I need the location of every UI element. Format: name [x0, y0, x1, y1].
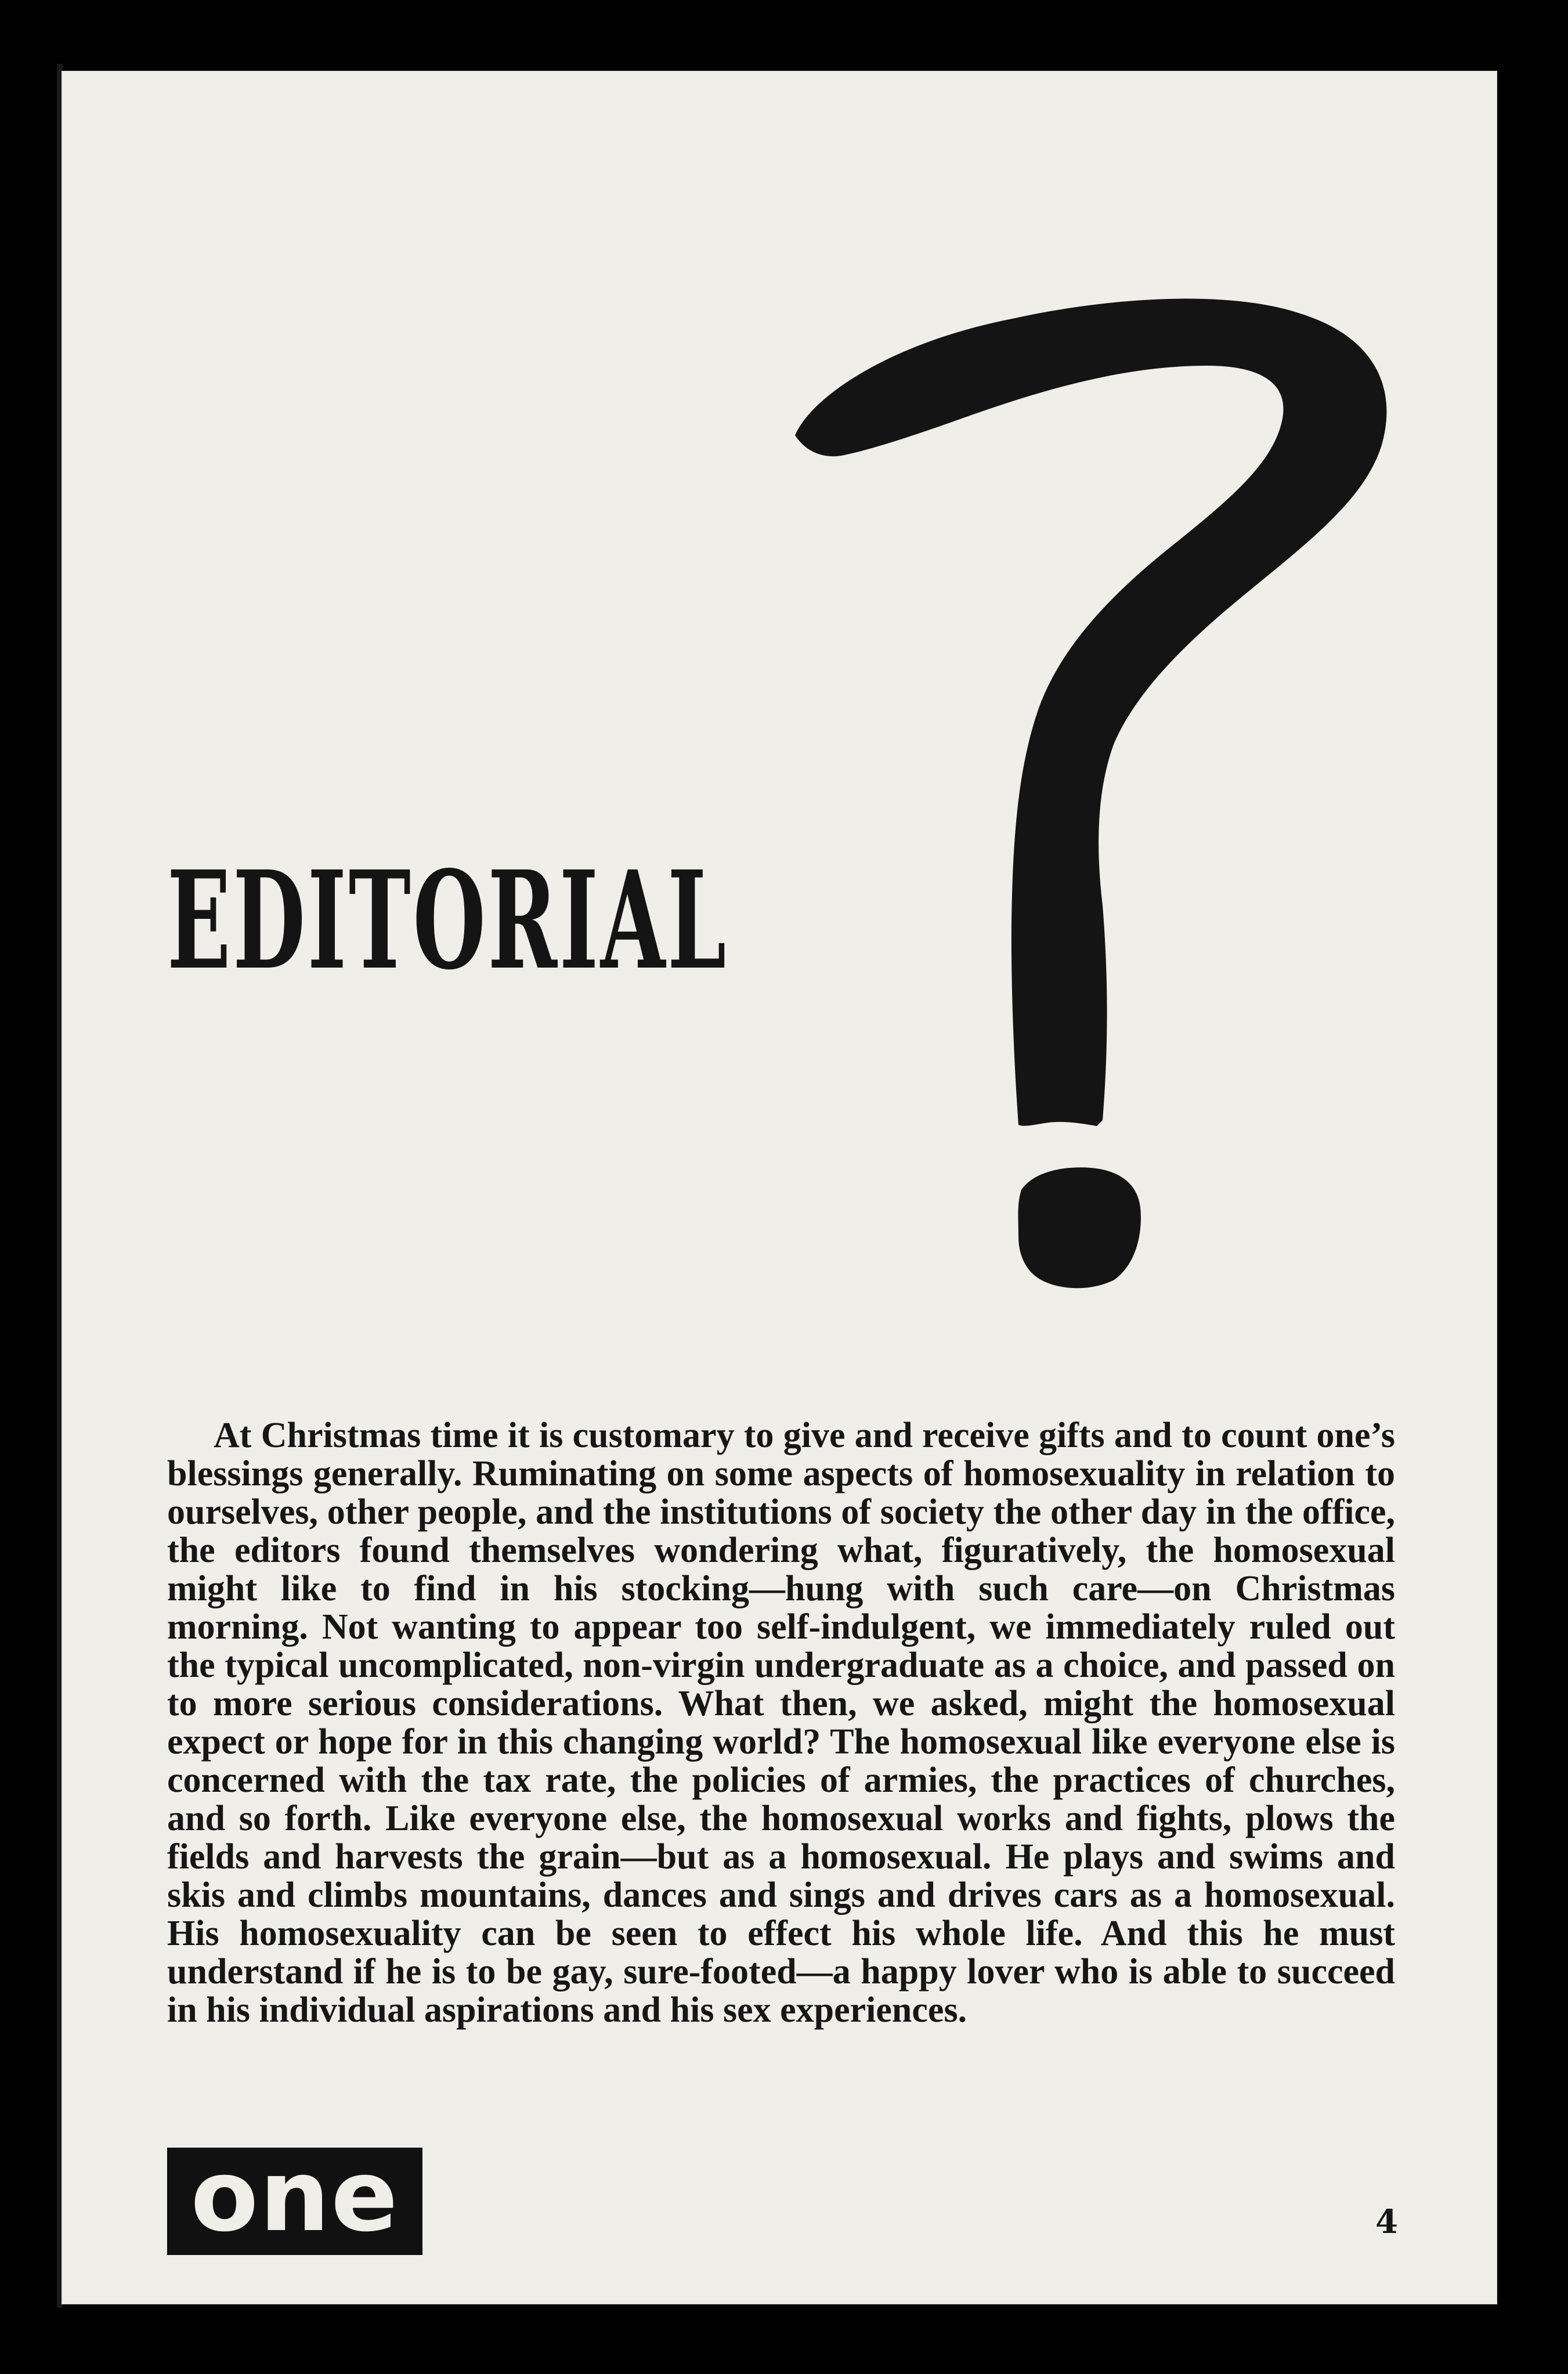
logo-text: one — [190, 2138, 399, 2254]
question-mark-icon — [789, 279, 1399, 1294]
editorial-title: EDITORIAL — [167, 841, 729, 1000]
editorial-body: At Christmas time it is customary to give and receive gifts and to count one’s blessings generally. Ruminating on some aspects of homosexuality in relation to ourselves, other people, and the institutions of society the other day in the office, the editors found themselves wondering what, figuratively, the homosexual might like to find in his stocking—hung with such care—on Christmas morning. Not wanting to appear too self-indulgent, we immediately ruled out the typical uncomplicated, non-virgin undergraduate as a choice, and passed on to more serious considerations. What then, we asked, might the homosexual expect or hope for in this changing world? The homosexual like everyone else is concerned with the tax rate, the policies of armies, the practices of churches, and so forth. Like everyone else, the homosexual works and fights, plows the fields and harvests the grain—but as a homosexual. He plays and swims and skis and climbs mountains, dances and sings and drives cars as a homosexual. His homosexuality can be seen to effect his whole life. And this he must understand if he is to be gay, sure-footed—a happy lover who is able to succeed in his individual aspirations and his sex experiences. — [167, 1416, 1395, 2030]
page-number: 4 — [1375, 2203, 1398, 2241]
one-magazine-logo — [167, 2138, 422, 2255]
